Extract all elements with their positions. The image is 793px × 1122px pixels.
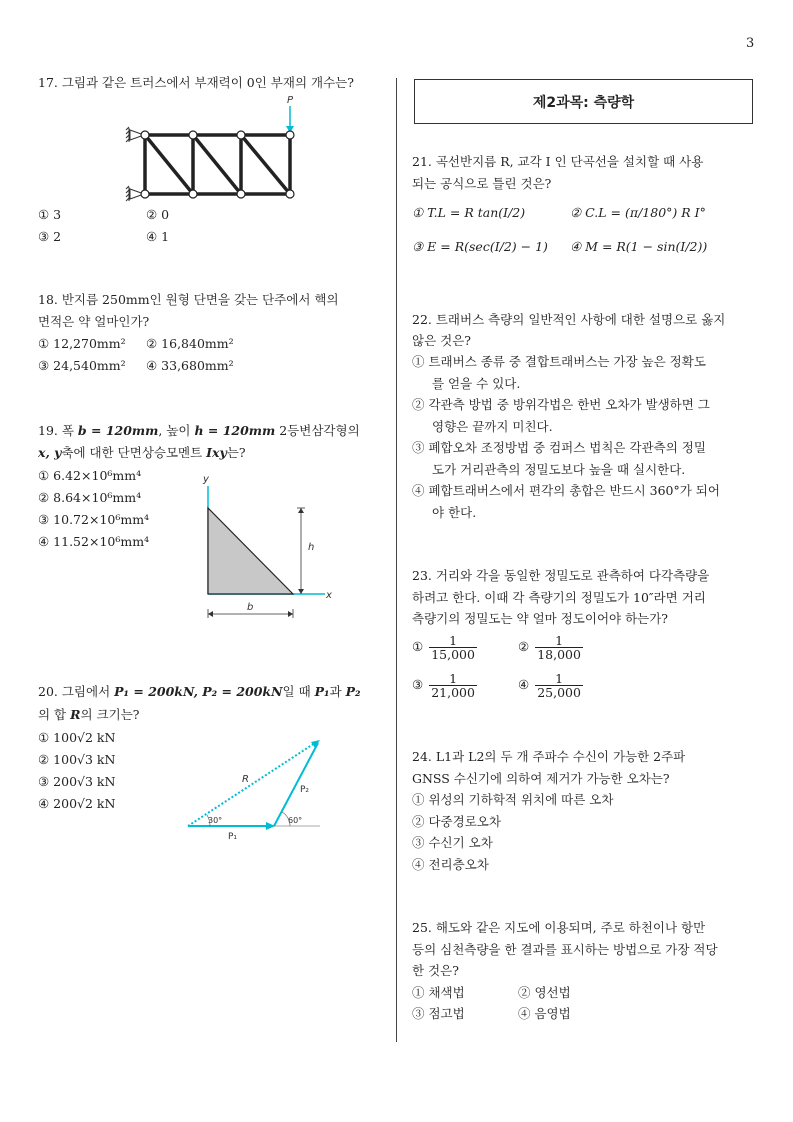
q22-option-1: ① 트래버스 종류 중 결합트래버스는 가장 높은 정확도: [412, 354, 706, 369]
q17-truss-figure: [120, 92, 310, 212]
q24-stem-line1: 24. L1과 L2의 두 개 주파수 수신이 가능한 2주파: [412, 749, 686, 764]
q21-option-2: ② C.L = (π/180°) R I°: [570, 205, 706, 220]
q20-option-4: ④ 200√2 kN: [38, 796, 116, 811]
q20-stem-line2: 의 합 R의 크기는?: [38, 707, 140, 722]
q25-option-4: ④ 음영법: [518, 1006, 571, 1021]
q18-option-4: ④ 33,680mm²: [146, 358, 234, 373]
q19-b-label: b: [247, 602, 254, 613]
q24-option-2: ② 다중경로오차: [412, 814, 501, 829]
q21-stem-line2: 되는 공식으로 틀린 것은?: [412, 176, 552, 191]
q19-triangle-figure: [195, 472, 340, 622]
q19-stem-line2: x, y축에 대한 단면상승모멘트 Ixy는?: [38, 445, 246, 460]
q23-stem-line2: 하려고 한다. 이때 각 측량기의 정밀도가 10″라면 거리: [412, 590, 706, 605]
q25-stem-line1: 25. 해도와 같은 지도에 이용되며, 주로 하천이나 항만: [412, 920, 706, 935]
q25-stem-line2: 등의 심천측량을 한 결과를 표시하는 방법으로 가장 적당: [412, 942, 718, 957]
q17-option-1: ① 3: [38, 207, 62, 222]
q18-option-2: ② 16,840mm²: [146, 336, 234, 351]
q20-option-1: ① 100√2 kN: [38, 730, 116, 745]
q18-option-3: ③ 24,540mm²: [38, 358, 126, 373]
q19-h-label: h: [308, 542, 315, 553]
q19-option-3: ③ 10.72×10⁶mm⁴: [38, 512, 150, 527]
q22-stem-line2: 않은 것은?: [412, 333, 471, 348]
section-title: 제2과목: 측량학: [414, 79, 753, 124]
q20-vector-figure: [180, 732, 330, 842]
q22-option-4-cont: 야 한다.: [432, 505, 477, 520]
q17-option-4: ④ 1: [146, 229, 170, 244]
q25-stem-line3: 한 것은?: [412, 963, 459, 978]
q25-option-3: ③ 점고법: [412, 1006, 465, 1021]
q21-stem-line1: 21. 곡선반지름 R, 교각 I 인 단곡선을 설치할 때 사용: [412, 154, 704, 169]
q20-p-values: P₁ = 200kN, P₂ = 200kN: [114, 684, 283, 699]
q18-stem-line1: 18. 반지름 250mm인 원형 단면을 갖는 단주에서 핵의: [38, 292, 339, 307]
q24-option-4: ④ 전리층오차: [412, 857, 489, 872]
q20-angle-60: 60°: [288, 816, 303, 825]
q20-p2-label: P₂: [300, 785, 310, 795]
q21-option-3: ③ E = R(sec(I/2) − 1): [412, 239, 548, 254]
q20-angle-30: 30°: [208, 816, 223, 825]
q21-option-1: ① T.L = R tan(I/2): [412, 205, 526, 220]
q23-option-1: ① $\frac{1}{15,000}$: [412, 633, 475, 662]
q22-stem-line1: 22. 트래버스 측량의 일반적인 사항에 대한 설명으로 옳지: [412, 312, 726, 327]
q19-option-2: ② 8.64×10⁶mm⁴: [38, 490, 142, 505]
q25-option-2: ② 영선법: [518, 985, 571, 1000]
q19-h-value: h = 120mm: [194, 423, 276, 438]
q22-option-1-cont: 를 얻을 수 있다.: [432, 376, 521, 391]
q20-stem-line1: 20. 그림에서 P₁ = 200kN, P₂ = 200kN일 때 P₁과 P₂: [38, 684, 361, 699]
q20-r-label: R: [242, 774, 249, 785]
q22-option-2: ② 각관측 방법 중 방위각법은 한번 오차가 발생하면 그: [412, 397, 710, 412]
q19-stem-line1: 19. 폭 b = 120mm, 높이 h = 120mm 2등변삼각형의: [38, 423, 360, 438]
q19-ixy: Ixy: [206, 445, 227, 460]
q19-x-label: x: [326, 590, 332, 601]
q19-y-label: y: [203, 474, 209, 485]
q23-option-3: ③ $\frac{1}{21,000}$: [412, 671, 475, 700]
q24-stem-line2: GNSS 수신기에 의하여 제거가 가능한 오차는?: [412, 771, 670, 786]
q24-option-1: ① 위성의 기하학적 위치에 따른 오차: [412, 792, 614, 807]
q20-option-3: ③ 200√3 kN: [38, 774, 116, 789]
q22-option-3-cont: 도가 거리관측의 정밀도보다 높을 때 실시한다.: [432, 462, 686, 477]
q20-option-2: ② 100√3 kN: [38, 752, 116, 767]
q22-option-3: ③ 폐합오차 조정방법 중 컴퍼스 법칙은 각관측의 정밀: [412, 440, 706, 455]
q20-p1-label: P₁: [228, 832, 238, 842]
q25-option-1: ① 채색법: [412, 985, 465, 1000]
q18-option-1: ① 12,270mm²: [38, 336, 126, 351]
page-number: 3: [746, 36, 755, 51]
q17-load-label: P: [287, 95, 294, 106]
q17-stem: 17. 그림과 같은 트러스에서 부재력이 0인 부재의 개수는?: [38, 75, 354, 90]
q21-option-4: ④ M = R(1 − sin(I/2)): [570, 239, 708, 254]
q18-stem-line2: 면적은 약 얼마인가?: [38, 314, 150, 329]
column-divider: [396, 78, 397, 1042]
q23-stem-line1: 23. 거리와 각을 동일한 정밀도로 관측하여 다각측량을: [412, 568, 710, 583]
q23-stem-line3: 측량기의 정밀도는 약 얼마 정도이어야 하는가?: [412, 611, 668, 626]
q19-b-value: b = 120mm: [77, 423, 159, 438]
q22-option-4: ④ 폐합트래버스에서 편각의 총합은 반드시 360°가 되어: [412, 483, 720, 498]
q19-option-4: ④ 11.52×10⁶mm⁴: [38, 534, 150, 549]
q17-option-2: ② 0: [146, 207, 170, 222]
q19-option-1: ① 6.42×10⁶mm⁴: [38, 468, 142, 483]
q23-option-2: ② $\frac{1}{18,000}$: [518, 633, 581, 662]
q23-option-4: ④ $\frac{1}{25,000}$: [518, 671, 581, 700]
q24-option-3: ③ 수신기 오차: [412, 835, 493, 850]
q17-option-3: ③ 2: [38, 229, 62, 244]
q22-option-2-cont: 영향은 끝까지 미친다.: [432, 419, 553, 434]
